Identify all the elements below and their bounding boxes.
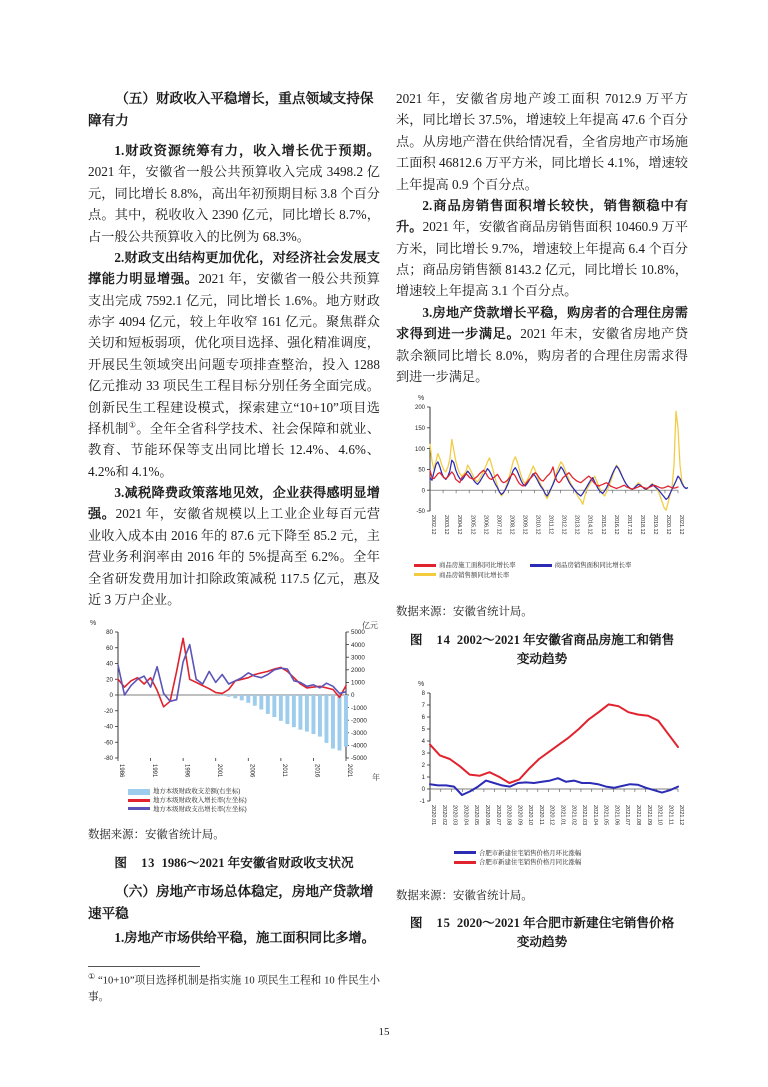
svg-text:-1000: -1000: [351, 705, 367, 713]
svg-text:2020.09: 2020.09: [516, 804, 523, 825]
fig13-x-unit: 年: [372, 773, 380, 783]
svg-text:2020.11: 2020.11: [537, 804, 544, 825]
figure-14-title: 2002～2021 年安徽省商品房施工和销售: [456, 632, 675, 647]
r-paragraph-2-lead: 2.商品房销售面积增长较快，销售额稳中有升。: [396, 197, 688, 235]
legend-label: 地方本级财政收支差额(右坐标): [153, 788, 241, 796]
left-column: [88, 88, 380, 948]
figure-15-chart: [396, 681, 688, 873]
page-number: 15: [378, 1026, 390, 1038]
svg-text:2009.12: 2009.12: [521, 515, 528, 535]
svg-text:2020.04: 2020.04: [462, 804, 469, 825]
legend-label: 合肥市新建住宅销售价格月环比涨幅: [479, 849, 582, 857]
legend-item: [414, 571, 631, 580]
svg-text:0: 0: [421, 488, 425, 495]
svg-text:2021.01: 2021.01: [559, 804, 566, 825]
section-heading-five: （五）财政收入平稳增长，重点领域支持保障有力: [88, 91, 374, 129]
svg-text:2002.12: 2002.12: [430, 515, 437, 535]
svg-text:2010.12: 2010.12: [534, 515, 541, 535]
fig13-legend: [128, 788, 247, 814]
svg-text:2008.12: 2008.12: [508, 515, 515, 535]
svg-text:2021.07: 2021.07: [624, 804, 631, 825]
svg-text:-40: -40: [104, 723, 113, 731]
svg-text:8: 8: [421, 690, 425, 697]
figure-14-title-2: 变动趋势: [516, 651, 568, 666]
svg-text:2020.05: 2020.05: [473, 804, 480, 825]
svg-text:2021.10: 2021.10: [656, 804, 663, 825]
svg-text:2020.12: 2020.12: [665, 515, 672, 535]
r-paragraph-3-lead: 3.房地产贷款增长平稳，购房者的合理住房需求得到进一步满足。: [396, 304, 688, 342]
svg-text:3: 3: [421, 750, 425, 757]
svg-text:2020.03: 2020.03: [451, 804, 458, 825]
svg-text:2021.05: 2021.05: [602, 804, 609, 825]
svg-text:2004.12: 2004.12: [456, 515, 463, 535]
legend-item: [530, 561, 632, 570]
fig14-y-unit: %: [418, 395, 425, 403]
svg-text:0: 0: [421, 786, 425, 793]
svg-text:2006.12: 2006.12: [482, 515, 489, 535]
fig15-plot: [396, 681, 688, 857]
svg-text:1996: 1996: [183, 764, 190, 778]
svg-text:50: 50: [418, 467, 425, 474]
svg-text:2021.11: 2021.11: [667, 804, 674, 825]
figure-15-caption: [396, 914, 688, 952]
svg-text:2020.01: 2020.01: [430, 804, 437, 825]
r-paragraph-2: [396, 195, 688, 302]
legend-label: 商品房销售面积同比增长率: [554, 562, 632, 570]
svg-text:2019.12: 2019.12: [651, 515, 658, 535]
paragraph-1: [88, 140, 380, 247]
svg-text:-1: -1: [419, 798, 425, 805]
svg-text:2006: 2006: [248, 764, 255, 778]
svg-text:7: 7: [421, 702, 425, 709]
svg-text:2016.12: 2016.12: [612, 515, 619, 535]
paragraph-3: [88, 482, 380, 610]
svg-text:200: 200: [414, 405, 425, 412]
svg-text:2020.10: 2020.10: [527, 804, 534, 825]
svg-text:20: 20: [106, 676, 113, 684]
footnote-line: [88, 971, 380, 1006]
footnote-number: ①: [88, 972, 96, 981]
svg-text:5: 5: [421, 726, 425, 733]
fig15-y-unit: %: [418, 680, 425, 688]
figure-13-source: 数据来源：安徽省统计局。: [88, 829, 225, 842]
svg-text:3000: 3000: [351, 654, 365, 662]
svg-text:2013.12: 2013.12: [573, 515, 580, 535]
r-paragraph-1: 2021 年，安徽省房地产竣工面积 7012.9 万平方米，同比增长 37.5%，增速较上年提高 47.6 个百分点。从房地产潜在供给情况看，全省房地产市场施工面积 46812.6 万平方米，同比增长 4.1%，增速较上年提高 0.9 个百分点。: [396, 91, 688, 192]
svg-text:2003.12: 2003.12: [443, 515, 450, 535]
legend-label: 地方本级财政支出增长率(左坐标): [153, 805, 247, 813]
svg-text:2020.08: 2020.08: [505, 804, 512, 825]
svg-text:2020.12: 2020.12: [548, 804, 555, 825]
paragraph-1-lead: 1.财政资源统筹有力，收入增长优于预期。: [114, 143, 380, 159]
legend-label: 合肥市新建住宅销售价格月同比涨幅: [479, 858, 582, 866]
svg-text:2021.06: 2021.06: [613, 804, 620, 825]
svg-text:60: 60: [106, 645, 113, 653]
svg-text:1000: 1000: [351, 679, 365, 687]
figure-14-caption: [396, 631, 688, 669]
figure-13-label: 图 13: [114, 855, 156, 870]
figure-15-title-2: 变动趋势: [516, 934, 568, 949]
svg-text:2018.12: 2018.12: [638, 515, 645, 535]
svg-text:-80: -80: [104, 755, 113, 763]
figure-15-label: 图 15: [409, 915, 451, 930]
svg-text:2021.04: 2021.04: [591, 804, 598, 825]
figure-13-chart: [88, 620, 380, 820]
r-paragraph-3: [396, 302, 688, 388]
r-paragraph-2-body: 2021 年，安徽省商品房销售面积 10460.9 万平方米，同比增长 9.7%，增速较上年提高 6.4 个百分点；商品房销售额 8143.2 亿元，同比增长 10.8%，增速较上年提高 3.1 个百分点。: [396, 219, 689, 299]
svg-text:1: 1: [421, 774, 425, 781]
legend-item: [128, 806, 247, 815]
svg-text:2007.12: 2007.12: [495, 515, 502, 535]
svg-text:5000: 5000: [351, 629, 365, 637]
svg-text:2021.08: 2021.08: [634, 804, 641, 825]
fig13-y-unit-left: %: [90, 620, 97, 628]
figure-14-source: 数据来源：安徽省统计局。: [396, 606, 533, 619]
svg-text:2001: 2001: [215, 764, 222, 778]
svg-text:2021.12: 2021.12: [678, 804, 685, 825]
fig14-plot: [396, 395, 688, 571]
svg-text:1991: 1991: [150, 764, 157, 778]
svg-text:2020.06: 2020.06: [484, 804, 491, 825]
svg-text:0: 0: [109, 692, 113, 700]
svg-text:2021.03: 2021.03: [581, 804, 588, 825]
legend-item: [454, 858, 581, 867]
svg-text:150: 150: [414, 426, 425, 433]
svg-text:2020.07: 2020.07: [494, 804, 501, 825]
paragraph-3-body: 2021 年，安徽省规模以上工业企业每百元营业收入成本由 2016 年的 87.6 元下降至 85.2 元，主营业务利润率由 2016 年的 5%提高至 6.2%。全年全省研发费用加计扣除政策减税 117.5 亿元，惠及近 3 万户企业。: [88, 506, 381, 607]
svg-text:4000: 4000: [351, 642, 365, 650]
svg-text:2012.12: 2012.12: [560, 515, 567, 535]
legend-item: [128, 797, 247, 806]
legend-row: [414, 561, 631, 570]
legend-item: [414, 561, 516, 570]
figure-14-label: 图 14: [409, 632, 451, 647]
svg-text:-5000: -5000: [351, 755, 367, 763]
figure-13-title: 1986～2021 年安徽省财政收支状况: [161, 855, 354, 870]
legend-label: 商品房销售额同比增长率: [439, 571, 510, 579]
svg-text:2014.12: 2014.12: [586, 515, 593, 535]
legend-label: 地方本级财政收入增长率(左坐标): [153, 796, 247, 804]
paragraph-2-lead: 2.财政支出结构更加优化，对经济社会发展支撑能力明显增强。: [88, 249, 380, 287]
fig14-legend: [414, 561, 631, 580]
paragraph-1-body: 2021 年，安徽省一般公共预算收入完成 3498.2 亿元，同比增长 8.8%，高出年初预期目标 3.8 个百分点。其中，税收收入 2390 亿元，同比增长 8.7%，占一般公共预算收入的比例为 68.3%。: [88, 164, 380, 244]
footnote-ref: ①: [128, 420, 137, 430]
right-column: [396, 88, 688, 952]
legend-label: 商品房施工面积同比增长率: [439, 562, 516, 570]
section-heading-six: （六）房地产市场总体稳定，房地产贷款增速平稳: [88, 883, 374, 921]
r-paragraph-3-body: 2021 年末，安徽省房地产贷款余额同比增长 8.0%，购房者的合理住房需求得到进一步满足。: [396, 326, 689, 384]
fig15-legend: [454, 849, 581, 868]
svg-text:0: 0: [351, 692, 355, 700]
figure-15-title: 2020～2021 年合肥市新建住宅销售价格: [456, 915, 675, 930]
svg-text:-4000: -4000: [351, 742, 367, 750]
figure-14-chart: [396, 395, 688, 587]
fig13-y-unit-right: 亿元: [362, 621, 378, 631]
svg-text:-60: -60: [104, 739, 113, 747]
legend-item: [454, 849, 581, 858]
svg-text:-3000: -3000: [351, 730, 367, 738]
footnote-text: “10+10”项目选择机制是指实施 10 项民生工程和 10 件民生小事。: [88, 975, 380, 1003]
svg-text:6: 6: [421, 714, 425, 721]
svg-text:2015.12: 2015.12: [599, 515, 606, 535]
figure-13-caption: [88, 854, 380, 873]
svg-text:2005.12: 2005.12: [469, 515, 476, 535]
paragraph-4: 1.房地产市场供给平稳，施工面积同比多增。: [114, 929, 375, 945]
svg-text:100: 100: [414, 447, 425, 454]
paragraph-3-lead: 3.减税降费政策落地见效，企业获得感明显增强。: [88, 485, 380, 522]
legend-item: [128, 788, 247, 797]
svg-text:-2000: -2000: [351, 717, 367, 725]
svg-text:-20: -20: [104, 708, 113, 716]
svg-text:2016: 2016: [313, 764, 320, 778]
svg-text:2021.02: 2021.02: [570, 804, 577, 825]
svg-text:2017.12: 2017.12: [625, 515, 632, 535]
footnote-rule: [88, 966, 200, 967]
svg-text:80: 80: [106, 629, 113, 637]
svg-text:2011.12: 2011.12: [547, 515, 554, 535]
svg-text:4: 4: [421, 738, 425, 745]
svg-text:2021.09: 2021.09: [645, 804, 652, 825]
figure-15-source: 数据来源：安徽省统计局。: [396, 889, 533, 902]
paragraph-2-body-a: 2021 年，安徽省一般公共预算支出完成 7592.1 亿元，同比增长 1.6%。地方财政赤字 4094 亿元，较上年收窄 161 亿元。聚焦群众关切和短板弱项，优化项目选择、强化精准调度，开展民生领域突出问题专项排查整治，投入 1288 亿元推动 33 项民生工程目标分别任务全面完成。创新民生工程建设模式，探索建立“10+10”项目选择机制: [88, 271, 380, 436]
svg-text:2011: 2011: [281, 764, 288, 778]
svg-text:-50: -50: [416, 509, 425, 516]
svg-text:1986: 1986: [118, 764, 125, 778]
svg-text:2021.12: 2021.12: [678, 515, 685, 535]
svg-text:2000: 2000: [351, 667, 365, 675]
paragraph-2-body-b: 。全年全省科学技术、社会保障和就业、教育、节能环保等支出同比增长 12.4%、4.6%、4.2%和 4.1%。: [88, 420, 381, 479]
footnote-block: [88, 966, 380, 1006]
svg-text:2: 2: [421, 762, 425, 769]
svg-text:2021: 2021: [346, 764, 353, 778]
svg-text:2020.02: 2020.02: [440, 804, 447, 825]
svg-text:40: 40: [106, 660, 113, 668]
paragraph-2: [88, 247, 380, 482]
